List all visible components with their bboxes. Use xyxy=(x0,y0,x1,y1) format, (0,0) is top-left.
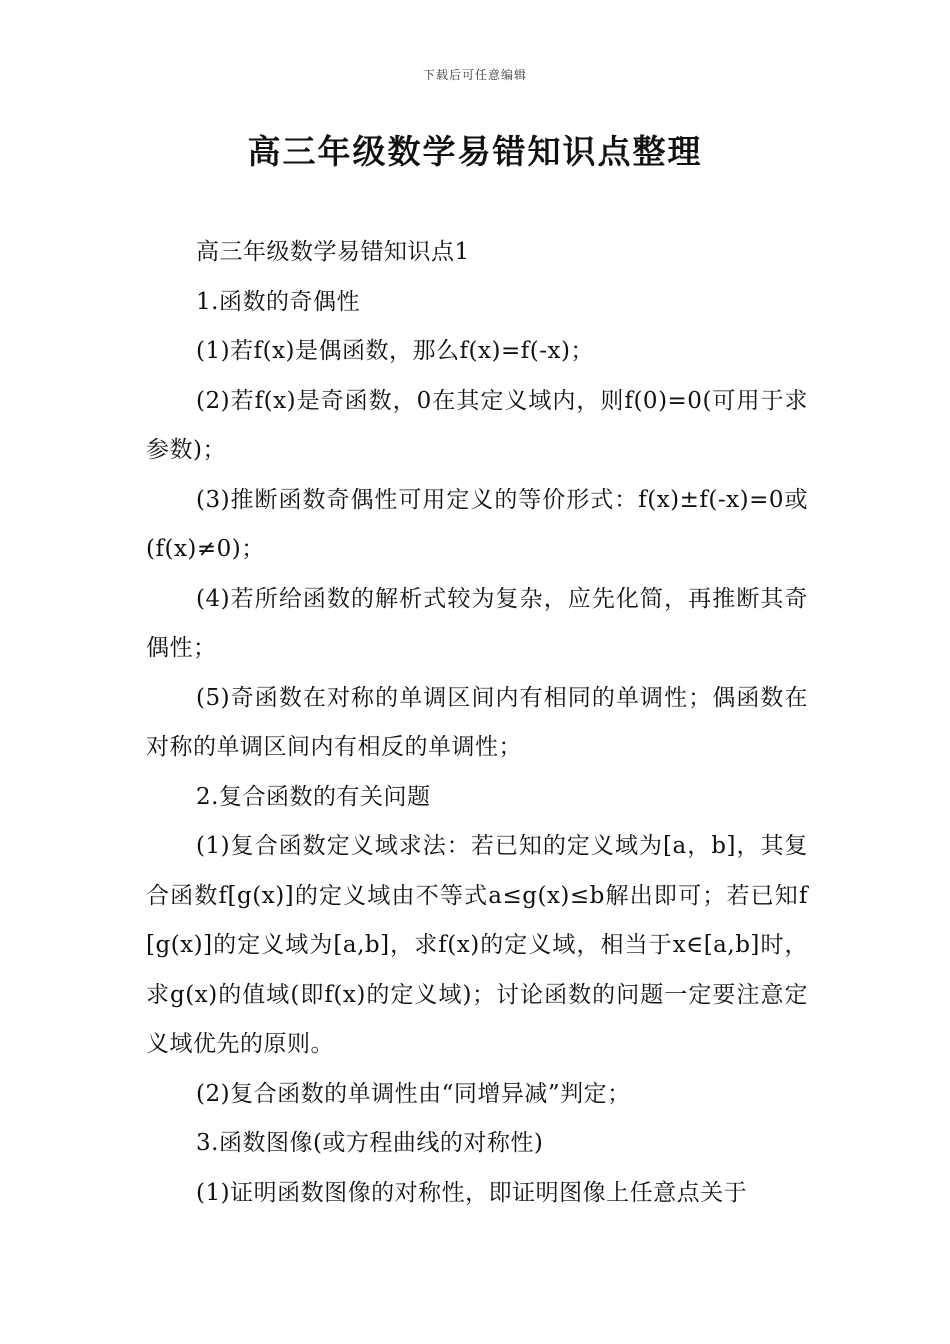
topic-heading-symmetry: 3.函数图像(或方程曲线的对称性) xyxy=(196,1130,544,1156)
header-note: 下载后可任意编辑 xyxy=(422,68,527,82)
topic-heading-parity: 1.函数的奇偶性 xyxy=(196,288,360,315)
paragraph: (5)奇函数在对称的单调区间内有相同的单调性；偶函数在对称的单调区间内有相反的单调性； xyxy=(146,684,808,760)
topic-heading-composite: 2.复合函数的有关问题 xyxy=(196,783,431,810)
paragraph: (2)若f(x)是奇函数，0在其定义域内，则f(0)=0(可用于求参数)； xyxy=(146,387,808,463)
paragraph: (2)复合函数的单调性由“同增异减”判定； xyxy=(196,1080,631,1107)
paragraph: (1)复合函数定义域求法：若已知的定义域为[a，b]，其复合函数f[g(x)]的定义域由不等式a≤g(x)≤b解出即可；若已知f[g(x)]的定义域为[a,b]，求f(x)的定义域，相当于x∈[a,b]时，求g(x)的值域(即f(x)的定义域)；讨论函数的问题一定要注意定义域优先的原则。 xyxy=(146,833,808,1057)
paragraph: (4)若所给函数的解析式较为复杂，应先化简，再推断其奇偶性； xyxy=(146,585,808,661)
paragraph: (1)证明函数图像的对称性，即证明图像上任意点关于 xyxy=(196,1179,748,1206)
section-heading-1: 高三年级数学易错知识点1 xyxy=(196,239,470,265)
document-body xyxy=(146,228,808,1218)
document-title: 高三年级数学易错知识点整理 xyxy=(247,132,703,171)
paragraph: (3)推断函数奇偶性可用定义的等价形式：f(x)±f(-x)=0或(f(x)≠0)； xyxy=(146,486,808,562)
paragraph: (1)若f(x)是偶函数，那么f(x)=f(-x)； xyxy=(196,338,594,364)
